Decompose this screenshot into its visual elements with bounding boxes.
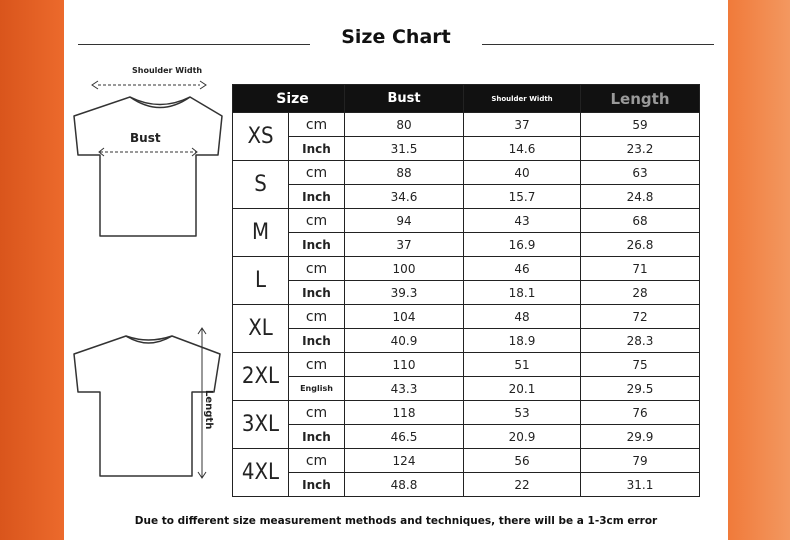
shoulder-width-cm-value: 48 [464,305,581,329]
table-row [233,209,700,233]
length-label: Length [203,390,214,430]
length-inch-value: 26.8 [581,233,700,257]
length-cm-value: 59 [581,113,700,137]
shoulder-width-inch-value: 15.7 [464,185,581,209]
bust-cm-value: 94 [345,209,464,233]
length-inch-value: 31.1 [581,473,700,497]
table-header-row [233,85,700,113]
bust-inch-value: 37 [345,233,464,257]
unit-inch-cell: Inch [289,233,345,257]
bust-inch-value: 48.8 [345,473,464,497]
length-inch-value: 23.2 [581,137,700,161]
shoulder-width-cm-value: 40 [464,161,581,185]
bust-inch-value: 31.5 [345,137,464,161]
size-cell: XL [233,305,289,353]
unit-cm-cell: cm [289,305,345,329]
size-chart-card [64,0,728,540]
length-cm-value: 72 [581,305,700,329]
unit-inch-cell: Inch [289,473,345,497]
table-row [233,425,700,449]
shoulder-width-label: Shoulder Width [132,66,203,75]
unit-inch-cell: Inch [289,137,345,161]
size-cell: M [233,209,289,257]
right-background-panel [728,0,790,540]
bust-inch-value: 46.5 [345,425,464,449]
table-row [233,353,700,377]
shoulder-width-inch-value: 14.6 [464,137,581,161]
bust-cm-value: 104 [345,305,464,329]
shoulder-width-inch-value: 18.9 [464,329,581,353]
bust-inch-value: 39.3 [345,281,464,305]
header-shoulder-width: Shoulder Width [464,85,581,113]
unit-cm-cell: cm [289,401,345,425]
front-tshirt-icon [64,60,232,250]
table-row [233,473,700,497]
length-cm-value: 75 [581,353,700,377]
table-row [233,257,700,281]
table-row [233,377,700,401]
unit-cm-cell: cm [289,209,345,233]
size-cell: S [233,161,289,209]
unit-cm-cell: cm [289,113,345,137]
size-cell: 3XL [233,401,289,449]
bust-cm-value: 110 [345,353,464,377]
length-inch-value: 29.9 [581,425,700,449]
unit-inch-cell: English [289,377,345,401]
header-length: Length [581,85,700,113]
table-row [233,233,700,257]
unit-cm-cell: cm [289,449,345,473]
bust-cm-value: 124 [345,449,464,473]
size-cell: XS [233,113,289,161]
length-cm-value: 68 [581,209,700,233]
header-size: Size [233,85,345,113]
table-row [233,185,700,209]
left-background-panel [0,0,64,540]
table-row [233,281,700,305]
table-row [233,113,700,137]
shoulder-width-cm-value: 51 [464,353,581,377]
unit-cm-cell: cm [289,353,345,377]
shoulder-width-inch-value: 20.1 [464,377,581,401]
shoulder-width-inch-value: 20.9 [464,425,581,449]
unit-inch-cell: Inch [289,329,345,353]
unit-inch-cell: Inch [289,185,345,209]
back-tshirt-diagram [64,320,232,490]
bust-cm-value: 80 [345,113,464,137]
length-cm-value: 79 [581,449,700,473]
table-row [233,329,700,353]
table-row [233,401,700,425]
shoulder-width-cm-value: 53 [464,401,581,425]
page-title: Size Chart [341,26,451,48]
measurement-error-note: Due to different size measurement methods and techniques, there will be a 1-3cm error [134,515,658,527]
bust-inch-value: 34.6 [345,185,464,209]
length-cm-value: 76 [581,401,700,425]
shoulder-width-cm-value: 43 [464,209,581,233]
bust-cm-value: 88 [345,161,464,185]
shoulder-width-cm-value: 56 [464,449,581,473]
bust-inch-value: 40.9 [345,329,464,353]
unit-inch-cell: Inch [289,281,345,305]
table-row [233,305,700,329]
header-bust: Bust [345,85,464,113]
bust-label: Bust [130,131,161,145]
length-inch-value: 29.5 [581,377,700,401]
size-table-body [233,113,700,497]
unit-cm-cell: cm [289,257,345,281]
table-row [233,161,700,185]
shoulder-width-cm-value: 46 [464,257,581,281]
bust-cm-value: 100 [345,257,464,281]
shoulder-width-inch-value: 18.1 [464,281,581,305]
length-inch-value: 28.3 [581,329,700,353]
length-inch-value: 28 [581,281,700,305]
table-row [233,137,700,161]
length-cm-value: 63 [581,161,700,185]
size-table [232,84,700,497]
shoulder-width-cm-value: 37 [464,113,581,137]
bust-cm-value: 118 [345,401,464,425]
unit-inch-cell: Inch [289,425,345,449]
shoulder-width-inch-value: 16.9 [464,233,581,257]
size-cell: L [233,257,289,305]
table-row [233,449,700,473]
shoulder-width-inch-value: 22 [464,473,581,497]
length-inch-value: 24.8 [581,185,700,209]
bust-inch-value: 43.3 [345,377,464,401]
size-cell: 4XL [233,449,289,497]
size-cell: 2XL [233,353,289,401]
unit-cm-cell: cm [289,161,345,185]
front-tshirt-diagram [64,60,232,250]
length-cm-value: 71 [581,257,700,281]
